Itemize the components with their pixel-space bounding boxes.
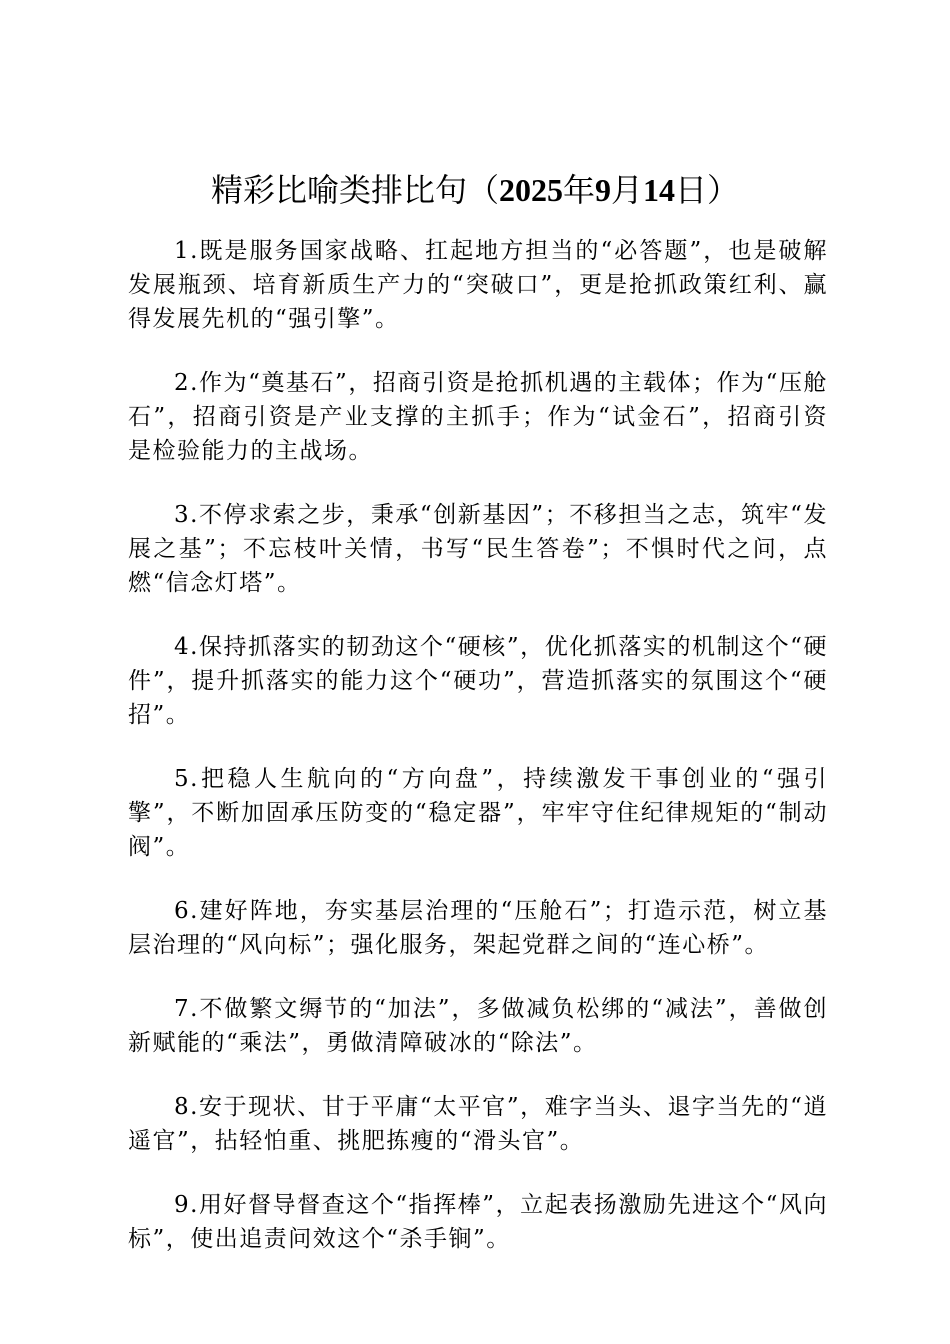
paragraph-7: 7.不做繁文缛节的“加法”，多做减负松绑的“减法”，善做创新赋能的“乘法”，勇做清障破冰的“除法”。 (128, 996, 828, 1056)
paragraph-2: 2.作为“奠基石”，招商引资是抢抓机遇的主载体；作为“压舱石”，招商引资是产业支撑的主抓手；作为“试金石”，招商引资是检验能力的主战场。 (128, 370, 828, 464)
title-year: 2025 (498, 172, 563, 208)
paragraph-3: 3.不停求索之步，秉承“创新基因”；不移担当之志，筑牢“发展之基”；不忘枝叶关情，书写“民生答卷”；不惧时代之问，点燃“信念灯塔”。 (128, 502, 828, 596)
paragraph-5: 5.把稳人生航向的“方向盘”，持续激发干事创业的“强引擎”，不断加固承压防变的“稳定器”，牢牢守住纪律规矩的“制动阀”。 (128, 766, 828, 860)
paragraph-1: 1.既是服务国家战略、扛起地方担当的“必答题”，也是破解发展瓶颈、培育新质生产力的“突破口”，更是抢抓政策红利、赢得发展先机的“强引擎”。 (128, 238, 828, 332)
title-day-suffix: 日） (675, 171, 740, 209)
title-prefix: 精彩比喻类排比句（ (210, 171, 499, 209)
document-title (0, 168, 950, 212)
document-body (128, 234, 828, 1286)
paragraph-9: 9.用好督导督查这个“指挥棒”，立起表扬激励先进这个“风向标”，使出追责问效这个“杀手锏”。 (128, 1192, 828, 1252)
title-day: 14 (643, 172, 676, 208)
title-month-suffix: 月 (611, 171, 644, 209)
paragraph-6: 6.建好阵地，夯实基层治理的“压舱石”；打造示范，树立基层治理的“风向标”；强化服务，架起党群之间的“连心桥”。 (128, 898, 828, 958)
paragraph-4: 4.保持抓落实的韧劲这个“硬核”，优化抓落实的机制这个“硬件”，提升抓落实的能力这个“硬功”，营造抓落实的氛围这个“硬招”。 (128, 634, 828, 728)
title-month: 9 (595, 172, 611, 208)
title-year-suffix: 年 (562, 171, 595, 209)
paragraph-8: 8.安于现状、甘于平庸“太平官”，难字当头、退字当先的“逍遥官”，拈轻怕重、挑肥拣瘦的“滑头官”。 (128, 1094, 828, 1154)
